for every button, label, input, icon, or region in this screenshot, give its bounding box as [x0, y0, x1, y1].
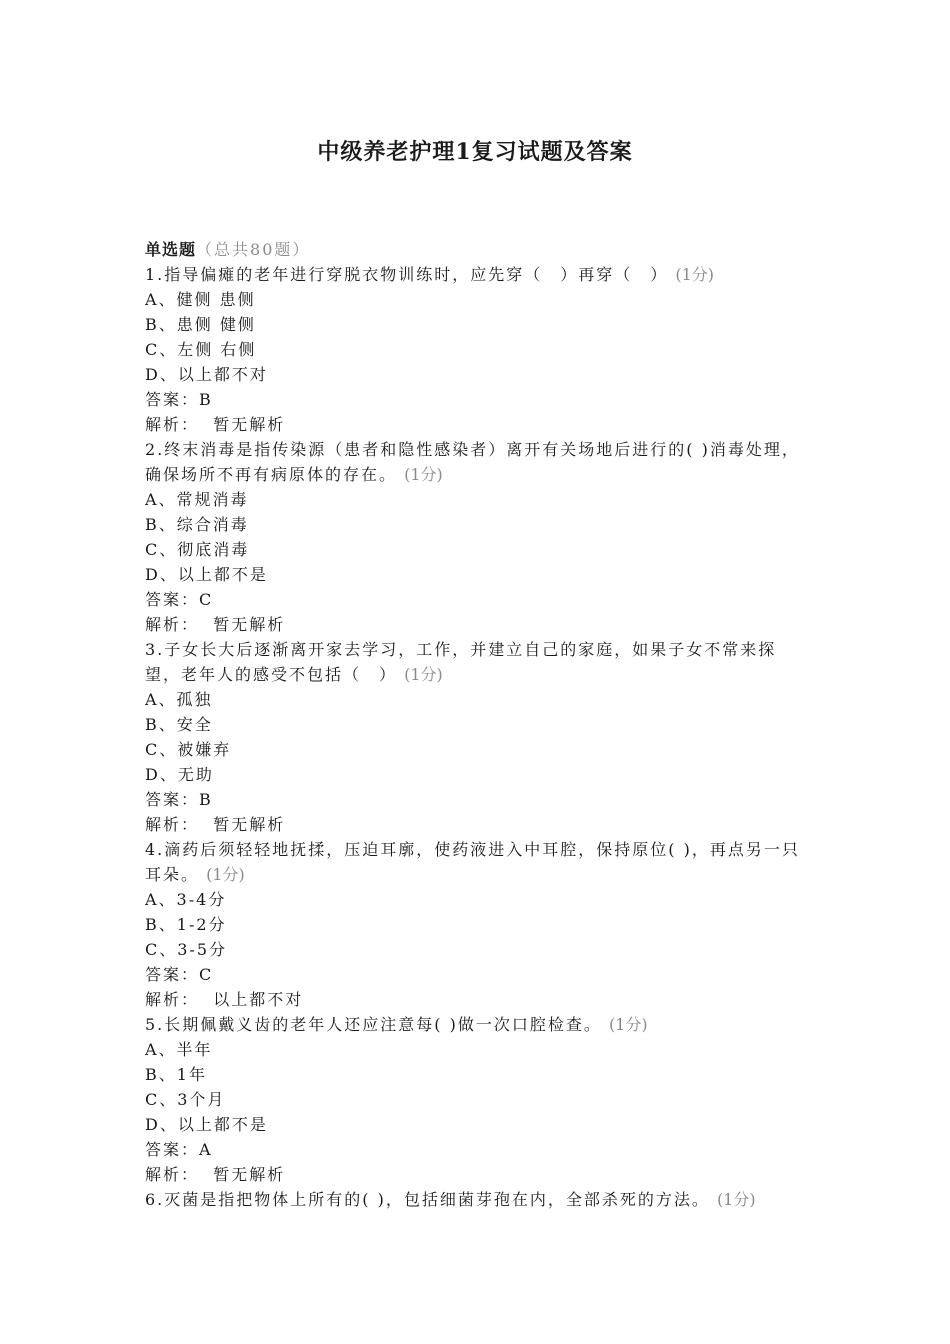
option-item: D、以上都不对: [145, 365, 268, 384]
option-item: D、以上都不是: [145, 565, 268, 584]
analysis-value: 暂无解析: [213, 415, 286, 434]
option-item: B、综合消毒: [145, 515, 249, 534]
document-content: [145, 237, 810, 1212]
question-block: [145, 637, 810, 837]
question-text: 1.指导偏瘫的老年进行穿脱衣物训练时，应先穿（ ）再穿（ ） (1分): [145, 265, 715, 284]
question-block: [145, 1012, 810, 1187]
section-count: （总共80题）: [196, 240, 311, 259]
option-item: D、无助: [145, 765, 214, 784]
question-text: 6.灭菌是指把物体上所有的( )，包括细菌芽孢在内，全部杀死的方法。 (1分): [145, 1190, 756, 1209]
option-item: C、彻底消毒: [145, 540, 250, 559]
question-score: (1分): [675, 265, 715, 284]
analysis-line: 解析： 暂无解析: [145, 1165, 286, 1184]
answer-value: C: [199, 965, 214, 984]
option-item: A、孤独: [145, 690, 213, 709]
question-score: (1分): [206, 865, 245, 884]
option-item: A、3-4分: [145, 890, 227, 909]
section-heading: [145, 237, 810, 262]
answer-value: C: [199, 590, 214, 609]
question-block: [145, 1187, 810, 1212]
option-item: B、患侧 健侧: [145, 315, 256, 334]
question-block: [145, 262, 810, 437]
answer-line: 答案：A: [145, 1140, 213, 1159]
answer-line: 答案：C: [145, 590, 214, 609]
answer-line: 答案：B: [145, 790, 213, 809]
answer-value: B: [199, 390, 213, 409]
option-item: C、3-5分: [145, 940, 228, 959]
option-item: A、健侧 患侧: [145, 290, 256, 309]
question-score: (1分): [608, 1015, 648, 1034]
question-score: (1分): [404, 465, 443, 484]
option-item: A、常规消毒: [145, 490, 249, 509]
answer-line: 答案：C: [145, 965, 214, 984]
analysis-line: 解析： 以上都不对: [145, 990, 304, 1009]
question-block: [145, 437, 810, 637]
option-item: C、被嫌弃: [145, 740, 232, 759]
question-block: [145, 837, 810, 1012]
analysis-value: 暂无解析: [213, 815, 286, 834]
option-item: B、1-2分: [145, 915, 227, 934]
document-title: 中级养老护理1复习试题及答案: [317, 139, 633, 165]
question-score: (1分): [716, 1190, 756, 1209]
question-score: (1分): [404, 665, 443, 684]
question-text: 5.长期佩戴义齿的老年人还应注意每( )做一次口腔检查。 (1分): [145, 1015, 648, 1034]
option-item: C、3个月: [145, 1090, 226, 1109]
option-item: C、左侧 右侧: [145, 340, 257, 359]
analysis-value: 暂无解析: [213, 1165, 286, 1184]
analysis-line: 解析： 暂无解析: [145, 615, 286, 634]
analysis-value: 以上都不对: [213, 990, 304, 1009]
question-text: 2.终末消毒是指传染源（患者和隐性感染者）离开有关场地后进行的( )消毒处理，确保场所不再有病原体的存在。 (1分): [145, 440, 800, 484]
section-title: 单选题: [145, 240, 197, 259]
question-text: 4.滴药后须轻轻地抚揉，压迫耳廓，使药液进入中耳腔，保持原位( )，再点另一只耳朵。 (1分): [145, 840, 800, 884]
answer-line: 答案：B: [145, 390, 213, 409]
option-item: B、1年: [145, 1065, 207, 1084]
analysis-value: 暂无解析: [213, 615, 286, 634]
option-item: D、以上都不是: [145, 1115, 268, 1134]
answer-value: B: [199, 790, 213, 809]
answer-value: A: [199, 1140, 213, 1159]
analysis-line: 解析： 暂无解析: [145, 815, 286, 834]
option-item: B、安全: [145, 715, 213, 734]
option-item: A、半年: [145, 1040, 213, 1059]
question-text: 3.子女长大后逐渐离开家去学习，工作，并建立自己的家庭，如果子女不常来探望，老年人的感受不包括（ ） (1分): [145, 640, 777, 684]
analysis-line: 解析： 暂无解析: [145, 415, 286, 434]
